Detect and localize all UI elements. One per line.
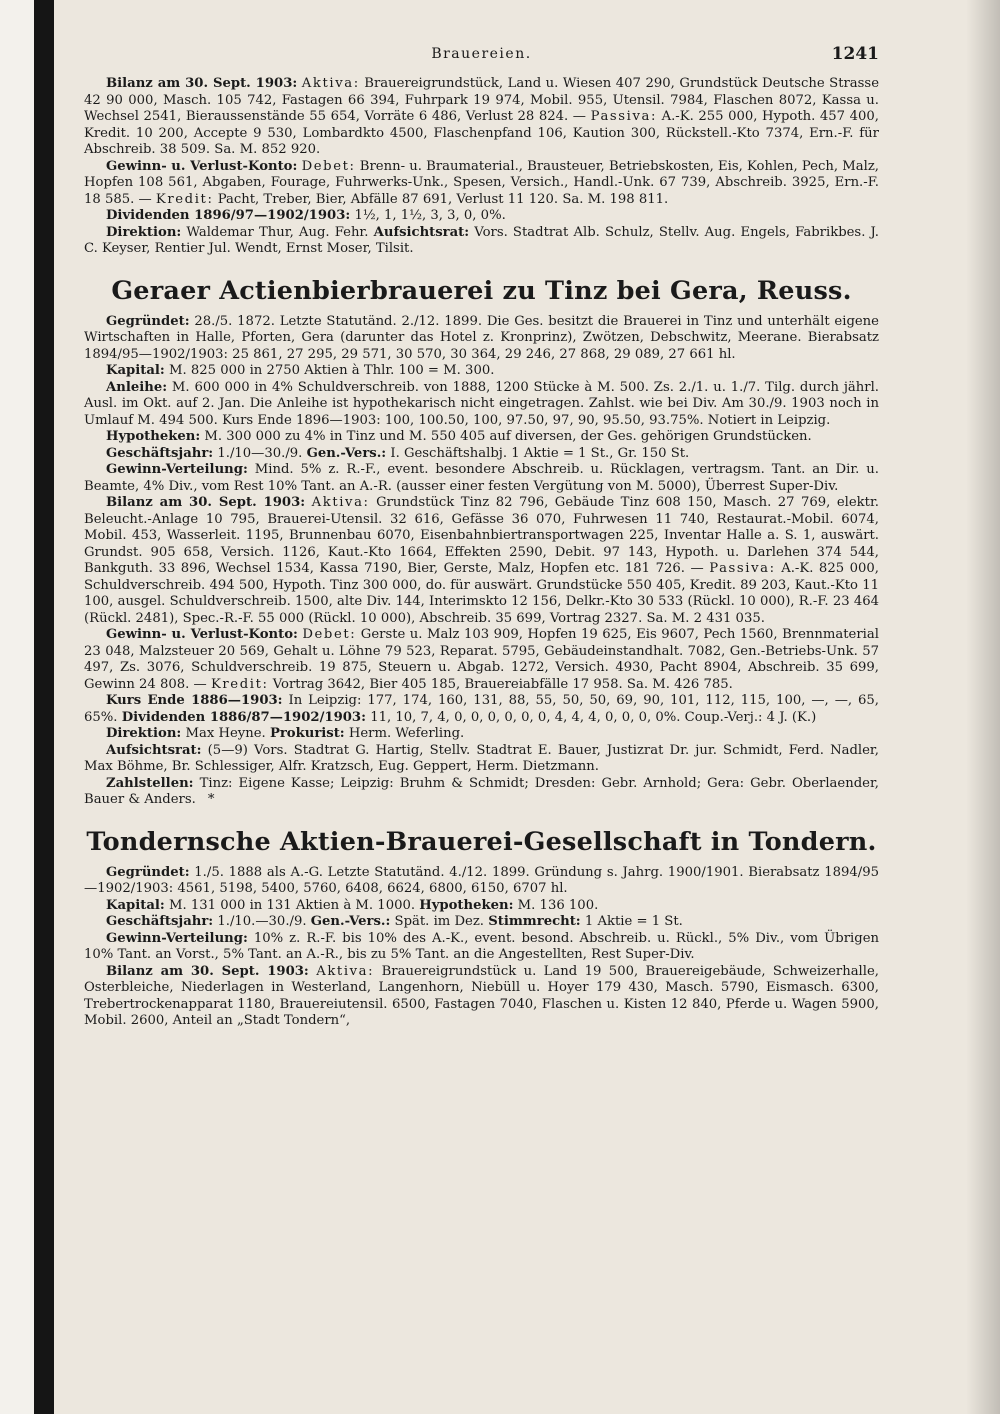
gewinnverteilung-text: 10% z. R.-F. bis 10% des A.-K., event. besond. Abschreib. u. Rückl., 5% Div., vom Übrigen 10% Tant. an Vorst., 5% Tant. an A.-R., bis zu 5% Tant. an die Angestellten, Rest Super-Div. — [84, 930, 879, 962]
stimmrecht-label: Stimmrecht: — [488, 914, 581, 929]
gewinnverteilung-paragraph — [84, 462, 879, 495]
gegruendet-label: Gegründet: — [106, 864, 190, 880]
dividenden-paragraph — [84, 208, 879, 225]
genvers-text: I. Geschäftshalbj. 1 Aktie = 1 St., Gr. 150 St. — [390, 445, 690, 461]
guv-debet-text: Brenn- u. Braumaterial., Brausteuer, Betriebskosten, Eis, Kohlen, Pech, Malz, Hopfen 108 561, Abgaben, Fourage, Fuhrwerks-Unk., Spesen, Versich., Handl.-Unk. 67 739, Abschreib. 3925, Ern.-F. 18 585. — — [84, 158, 879, 207]
book-binding-shadow — [34, 0, 54, 1414]
kapital-paragraph — [84, 363, 879, 380]
kapital-label: Kapital: — [106, 363, 165, 378]
kredit-word: Kredit: — [210, 676, 269, 692]
section-title: Brauereien. — [431, 46, 532, 62]
bilanz-aktiva-text: Grundstück Tinz 82 796, Gebäude Tinz 608 150, Masch. 27 769, elektr. Beleucht.-Anlage 10 795, Brauerei-Utensil. 32 616, Gefässe 36 070, Fuhrwesen 11 740, Restaurat.-Mobil. 6074, Mobil. 453, Wasserleit. 1195, Brunnenbau 6070, Eisenbahnbiertransportwagen 225, Inventar Halle a. S. 1, auswärt. Grundst. 905 658, Versich. 1126, Kaut.-Kto 1664, Effekten 2590, Debit. 97 143, Hypoth. u. Darlehen 374 544, Bankguth. 33 896, Wechsel 1534, Kassa 7190, Bier, Gerste, Malz, Hopfen etc. 181 726. — — [84, 495, 880, 576]
gegruendet-text: 28./5. 1872. Letzte Statutänd. 2./12. 1899. Die Ges. besitzt die Brauerei in Tinz und unterhält eigene Wirtschaften in Halle, Pforten, Gera (darunter das Hotel z. Kronprinz), Zwötzen, Debschwitz, Meerane. Bierabsatz 1894/95—1902/1903: 25 861, 27 295, 29 571, 30 570, 30 364, 29 246, 27 868, 29 089, 27 661 hl. — [84, 313, 879, 362]
gegruendet-paragraph — [84, 314, 879, 364]
zahlstellen-label: Zahlstellen: — [106, 775, 194, 791]
prokurist-text: Herm. Weferling. — [348, 726, 465, 741]
gegruendet-text: 1./5. 1888 als A.-G. Letzte Statutänd. 4./12. 1899. Gründung s. Jahrg. 1900/1901. Bierabsatz 1894/95—1902/1903: 4561, 5198, 5400, 5760, 6408, 6624, 6800, 6150, 6707 hl. — [84, 864, 879, 896]
guv-label: Gewinn- u. Verlust-Konto: — [106, 627, 298, 642]
bilanz-passiva-text: A.-K. 255 000, Hypoth. 457 400, Kredit. 10 200, Accepte 9 530, Lombardkto 4500, Flaschenpfand 106, Kaution 300, Rückstell.-Kto 7374, Ern.-F. für Abschreib. 38 509. Sa. M. 852 920. — [84, 109, 879, 157]
genvers-label: Gen.-Vers.: — [306, 445, 387, 461]
anleihe-label: Anleihe: — [106, 379, 168, 395]
bilanz-passiva-text: A.-K. 825 000, Schuldverschreib. 494 500, Hypoth. Tinz 300 000, do. für auswärt. Grundstücke 550 405, Kredit. 89 203, Kaut.-Kto 11 100, ausgel. Schuldverschreib. 1500, alte Div. 144, Interimskto 12 156, Delkr.-Kto 30 533 (Rückl. 10 000), R.-F. 23 464 (Rückl. 2481), Spec.-R.-F. 55 000 (Rückl. 10 000), Abschreib. 35 699, Vortrag 2327. Sa. M. 2 431 035. — [84, 561, 879, 626]
passiva-word: Passiva: — [590, 109, 658, 124]
direktion-text: Waldemar Thur, Aug. Fehr. — [186, 224, 369, 240]
kapital-paragraph — [84, 898, 879, 915]
bilanz-label: Bilanz am 30. Sept. 1903: — [106, 76, 298, 91]
guv-kredit-text: Vortrag 3642, Bier 405 185, Brauereiabfälle 17 958. Sa. M. 426 785. — [272, 676, 733, 692]
bilanz-paragraph — [84, 964, 879, 1030]
entry-geraer-actienbierbrauerei — [84, 314, 879, 809]
bilanz-aktiva-text: Brauereigrundstück u. Land 19 500, Brauereigebäude, Schweizerhalle, Osterbleiche, Niederlagen in Westerland, Langenhorn, Niebüll u. Hoyer 179 430, Masch. 5790, Eismasch. 6300, Trebertrockenapparat 1180, Brauereiutensil. 6500, Fastagen 7040, Flaschen u. Kisten 12 840, Pferde u. Wagen 5900, Mobil. 2600, Anteil an „Stadt Tondern“, — [84, 963, 879, 1028]
guv-label: Gewinn- u. Verlust-Konto: — [106, 158, 298, 174]
dividenden-label: Dividenden 1896/97—1902/1903: — [106, 208, 351, 223]
debet-word: Debet: — [301, 158, 356, 174]
gewinnverteilung-label: Gewinn-Verteilung: — [106, 930, 248, 946]
genvers-label: Gen.-Vers.: — [310, 914, 391, 929]
bilanz-paragraph — [84, 495, 879, 627]
kurs-text: In Leipzig: 177, 174, 160, 131, 88, 55, 50, 50, 69, 90, 101, 112, 115, 100, —, —, 65, 65%. — [84, 693, 879, 725]
kurs-paragraph — [84, 693, 879, 726]
hypotheken-text: M. 300 000 zu 4% in Tinz und M. 550 405 auf diversen, der Ges. gehörigen Grundstücken. — [204, 429, 812, 444]
bilanz-label: Bilanz am 30. Sept. 1903: — [106, 495, 306, 510]
gegruendet-paragraph — [84, 865, 879, 898]
prokurist-label: Prokurist: — [269, 726, 345, 741]
zahlstellen-text: Tinz: Eigene Kasse; Leipzig: Bruhm & Schmidt; Dresden: Gebr. Arnhold; Gera: Gebr. Oberlaender, Bauer & Anders. — [84, 775, 879, 807]
document-page — [84, 40, 879, 1030]
aktiva-word: Aktiva: — [316, 963, 375, 979]
bilanz-label: Bilanz am 30. Sept. 1903: — [106, 963, 309, 979]
aufsichtsrat-paragraph — [84, 743, 879, 776]
dividenden-text: 11, 10, 7, 4, 0, 0, 0, 0, 0, 0, 4, 4, 4, 0, 0, 0, 0%. Coup.-Verj.: 4 J. (K.) — [370, 709, 817, 725]
anleihe-paragraph — [84, 380, 879, 430]
scan-right-shadow — [966, 0, 1000, 1414]
aufsichtsrat-label: Aufsichtsrat: — [106, 742, 202, 758]
entry-previous-brewery — [84, 76, 879, 258]
gewinnverteilung-text: Mind. 5% z. R.-F., event. besondere Abschreib. u. Rücklagen, vertragsm. Tant. an Dir. u. Beamte, 4% Div., vom Rest 10% Tant. an A.-R. (ausser einer festen Vergütung von M. 5000), Überrest Super-Div. — [84, 462, 879, 494]
page-number: 1241 — [831, 44, 879, 64]
bilanz-aktiva-text: Brauereigrundstück, Land u. Wiesen 407 290, Grundstück Deutsche Strasse 42 90 000, Masch. 105 742, Fastagen 66 394, Fuhrpark 19 974, Mobil. 955, Utensil. 7984, Flaschen 8072, Kassa u. Wechsel 2541, Bieraussenstände 55 654, Vorräte 6 486, Verlust 28 824. — — [84, 76, 880, 124]
debet-word: Debet: — [302, 627, 357, 642]
geschaeftsjahr-text: 1./10.—30./9. — [217, 914, 307, 929]
bilanz-paragraph — [84, 76, 879, 159]
geschaeftsjahr-paragraph — [84, 446, 879, 463]
aufsichtsrat-label: Aufsichtsrat: — [373, 224, 470, 240]
geschaeftsjahr-text: 1./10—30./9. — [217, 445, 303, 461]
aufsichtsrat-text: Vors. Stadtrat Alb. Schulz, Stellv. Aug. Engels, Fabrikbes. J. C. Keyser, Rentier Jul. Wendt, Ernst Moser, Tilsit. — [84, 224, 879, 256]
aktiva-word: Aktiva: — [301, 76, 360, 91]
company-heading-tondernsche: Tondernsche Aktien-Brauerei-Gesellschaft in Tondern. — [86, 826, 877, 857]
guv-debet-text: Gerste u. Malz 103 909, Hopfen 19 625, Eis 9607, Pech 1560, Brennmaterial 23 048, Malzsteuer 20 569, Gehalt u. Löhne 79 523, Reparat. 5795, Gebäudeinstandhalt. 7082, Gen.-Betriebs-Unk. 57 497, Zs. 3076, Schuldverschreib. 19 875, Steuern u. Abgab. 1272, Versich. 4930, Pacht 8904, Abschreib. 35 699, Gewinn 24 808. — — [84, 627, 879, 692]
footnote-star: * — [207, 792, 215, 807]
gewinnverteilung-paragraph — [84, 931, 879, 964]
company-heading-geraer: Geraer Actienbierbrauerei zu Tinz bei Gera, Reuss. — [111, 275, 852, 306]
guv-paragraph — [84, 627, 879, 693]
direktion-paragraph — [84, 726, 879, 743]
scan-left-margin — [0, 0, 34, 1414]
kredit-word: Kredit: — [155, 191, 214, 207]
hypotheken-label: Hypotheken: — [419, 897, 514, 913]
passiva-word: Passiva: — [709, 561, 776, 576]
hypotheken-label: Hypotheken: — [106, 429, 201, 444]
anleihe-text: M. 600 000 in 4% Schuldverschreib. von 1888, 1200 Stücke à M. 500. Zs. 2./1. u. 1./7. Tilg. durch jährl. Ausl. im Okt. auf 2. Jan. Die Anleihe ist hypothekarisch nicht eingetragen. Zahlst. wie bei Div. Am 30./9. 1903 noch in Umlauf M. 494 500. Kurs Ende 1896—1903: 100, 100.50, 100, 97.50, 97, 90, 95.50, 93.75%. Notiert in Leipzig. — [84, 379, 879, 428]
stimmrecht-text: 1 Aktie = 1 St. — [584, 914, 683, 929]
hypotheken-text: M. 136 100. — [517, 897, 599, 913]
hypotheken-paragraph — [84, 429, 879, 446]
direktion-text: Max Heyne. — [185, 726, 266, 741]
gewinnverteilung-label: Gewinn-Verteilung: — [106, 462, 248, 477]
geschaeftsjahr-paragraph — [84, 914, 879, 931]
geschaeftsjahr-label: Geschäftsjahr: — [106, 445, 214, 461]
kapital-text: M. 825 000 in 2750 Aktien à Thlr. 100 = M. 300. — [168, 363, 495, 378]
kapital-text: M. 131 000 in 131 Aktien à M. 1000. — [168, 897, 416, 913]
entry-tondernsche-brauerei — [84, 865, 879, 1030]
running-header — [84, 40, 879, 66]
kurs-label: Kurs Ende 1886—1903: — [106, 693, 283, 708]
dividenden-label: Dividenden 1886/87—1902/1903: — [121, 709, 366, 725]
direktion-label: Direktion: — [106, 726, 182, 741]
genvers-text: Spät. im Dez. — [394, 914, 485, 929]
geschaeftsjahr-label: Geschäftsjahr: — [106, 914, 214, 929]
aufsichtsrat-text: (5—9) Vors. Stadtrat G. Hartig, Stellv. Stadtrat E. Bauer, Justizrat Dr. jur. Schmidt, Ferd. Nadler, Max Böhme, Br. Schlessiger, Alfr. Kratzsch, Eug. Geppert, Herm. Dietzmann. — [84, 742, 879, 774]
dividenden-text: 1½, 1, 1½, 3, 3, 0, 0%. — [354, 208, 506, 223]
direktion-paragraph — [84, 225, 879, 258]
guv-paragraph — [84, 159, 879, 209]
kapital-label: Kapital: — [106, 897, 165, 913]
direktion-label: Direktion: — [106, 224, 182, 240]
guv-kredit-text: Pacht, Treber, Bier, Abfälle 87 691, Verlust 11 120. Sa. M. 198 811. — [217, 191, 669, 207]
zahlstellen-paragraph — [84, 776, 879, 809]
aktiva-word: Aktiva: — [311, 495, 370, 510]
gegruendet-label: Gegründet: — [106, 313, 190, 329]
